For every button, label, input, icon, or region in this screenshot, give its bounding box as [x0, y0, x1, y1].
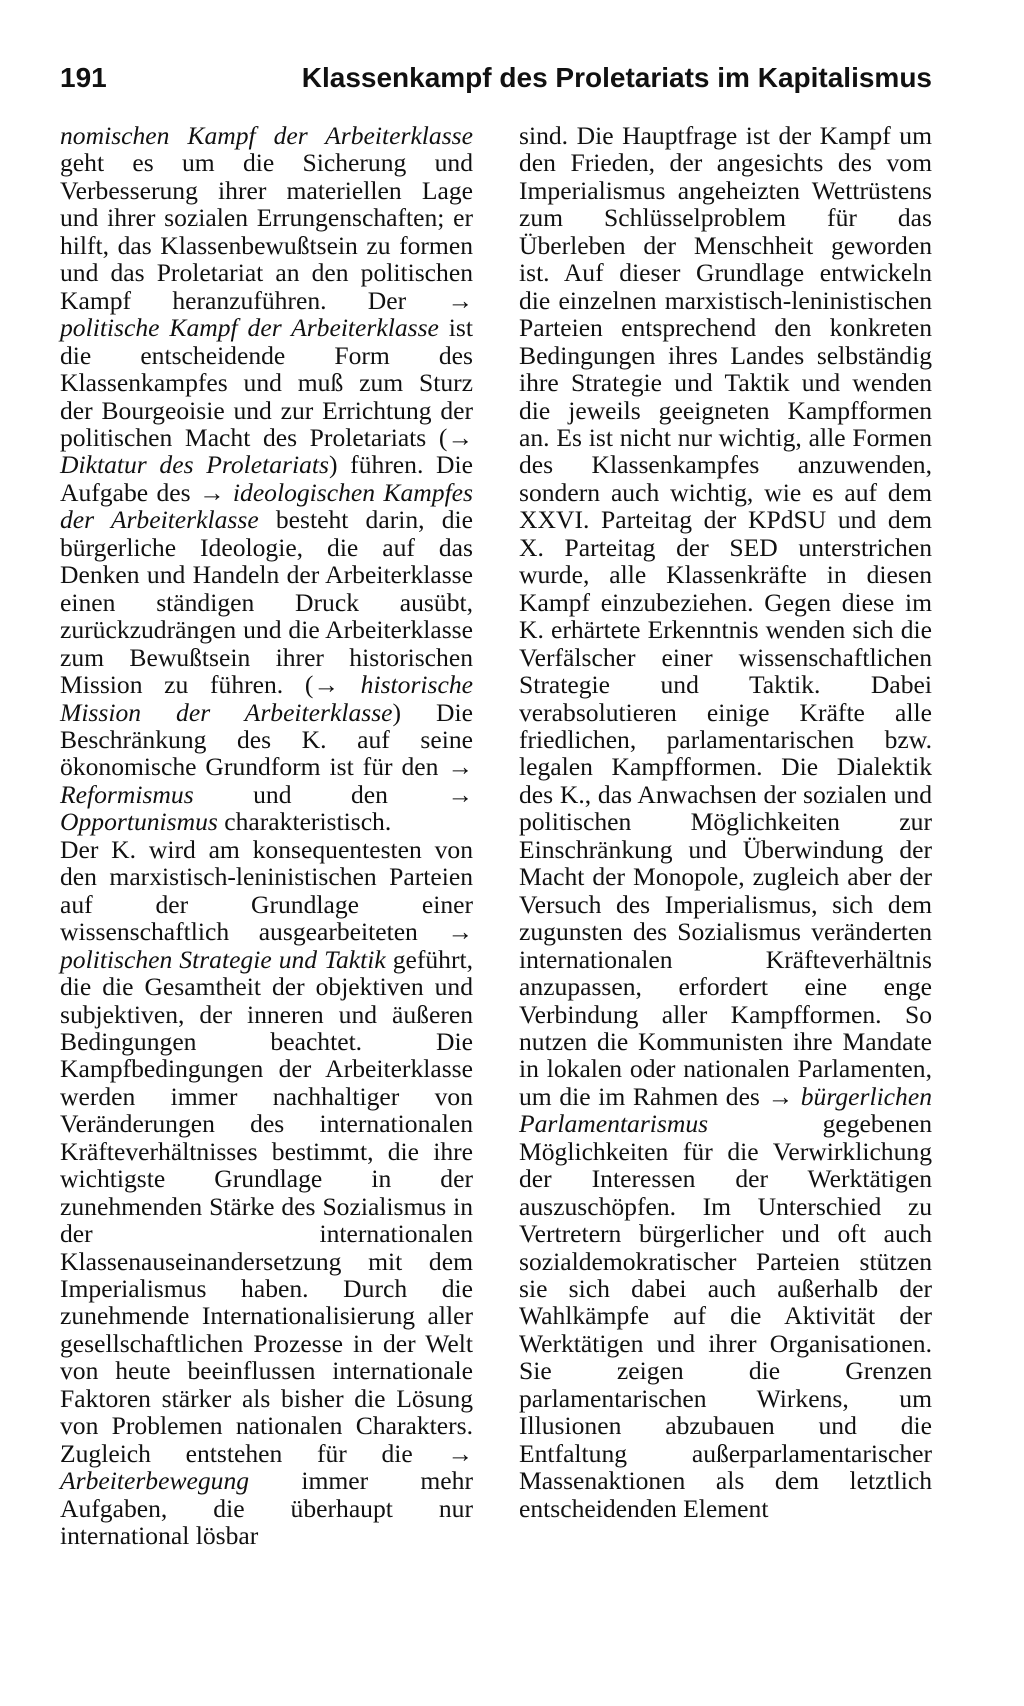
paragraph [60, 836, 473, 1550]
cross-reference-term: Diktatur des Proletariats [60, 450, 329, 480]
text-run: sind. Die Hauptfrage ist der Kampf um den Frieden, der angesichts des vom Imperialismus angeheizten Wettrüstens zum Schlüsselproblem für das Überleben der Menschheit geworden ist. Auf dieser Grundlage entwickeln die einzelnen marxistisch-leninistischen Parteien entsprechend den konkreten Bedingungen ihres Landes selbständig ihre Strategie und Taktik und wenden die jeweils geeigneten Kampfformen an. Es ist nicht nur wichtig, alle Formen des Klassenkampfes anzuwenden, sondern auch wichtig, wie es auf dem XXVI. Parteitag der KPdSU und dem X. Parteitag der SED unterstrichen wurde, alle Klassenkräfte in diesen Kampf einzubeziehen. Gegen diese im K. erhärtete Erkenntnis wenden sich die Verfälscher einer wissenschaftlichen Strategie und Taktik. Dabei verabsolutieren einige Kräfte alle friedlichen, parlamentarischen bzw. legalen Kampfformen. Die Dialektik des K., das Anwachsen der sozialen und politischen Möglichkeiten zur Einschränkung und Überwindung der Macht der Monopole, zugleich aber der Versuch des Imperialismus, sich dem zugunsten des Sozialismus veränderten internationalen Kräfteverhältnis anzupassen, erfordert eine enge Verbindung aller Kampfformen. So nutzen die Kommunisten ihre Mandate in lokalen oder nationalen Parlamenten, um die im Rahmen des [519, 121, 932, 1111]
cross-reference-arrow-icon: → [447, 779, 473, 809]
cross-reference-term: ideologischen Kampfes der Arbeiterklasse [60, 477, 473, 535]
text-run: geführt, die die Gesamtheit der objektiven und subjektiven, der inneren und äußeren Bedingungen beachtet. Die Kampfbedingungen der Arbeiterklasse werden immer nachhaltiger von Veränderungen des internationalen Kräfteverhältnisses bestimmt, die ihre wichtigste Grundlage in der zunehmenden Stärke des Sozialismus in der internationalen Klassenauseinandersetzung mit dem Imperialismus haben. Durch die zunehmende Internationalisierung aller gesellschaftlichen Prozesse in der Welt von heute beeinflussen internationale Faktoren stärker als bisher die Lösung von Problemen nationalen Charakters. Zugleich entstehen für die [60, 944, 473, 1468]
cross-reference-arrow-icon: → [767, 1081, 794, 1111]
cross-reference-term: Reformismus [60, 779, 194, 809]
cross-reference-term: historische Mission der Arbeiterklasse [60, 670, 473, 727]
running-title: Klassenkampf des Proletariats im Kapitalismus [301, 62, 932, 93]
cross-reference-term: politische Kampf der Arbeiterklasse [60, 313, 439, 343]
cross-reference-arrow-icon: → [198, 477, 225, 507]
text-run: Der K. wird am konsequentesten von den marxistisch-leninistischen Parteien auf der Grundlage einer wissenschaftlich ausgearbeiteten [60, 834, 473, 947]
text-run: und den [193, 779, 448, 809]
cross-reference-term: politischen Strategie und Taktik [60, 944, 386, 974]
paragraph [519, 122, 932, 1522]
text-run: gegebenen Möglichkeiten für die Verwirklichung der Interessen der Werktätigen auszuschöpfen. Im Unterschied zu Vertretern bürgerlicher und oft auch sozialdemokratischer Parteien stützen sie sich dabei auch außerhalb der Wahlkämpfe auf die Aktivität der Werktätigen und ihrer Organisationen. Sie zeigen die Grenzen parlamentarischen Wirkens, um Illusionen abzubauen und die Entfaltung außerparlamentarischer Massenaktionen als dem letztlich entscheidenden Element [519, 1109, 932, 1523]
right-column [519, 122, 932, 1522]
cross-reference-term: nomischen Kampf der Arbeiterklasse [60, 121, 473, 150]
cross-reference-arrow-icon: → [447, 752, 473, 782]
text-run: charakteristisch. [217, 807, 392, 837]
left-column [60, 122, 473, 1550]
cross-reference-term: bürgerlichen Parlamentarismus [519, 1081, 932, 1139]
text-run: immer mehr Aufgaben, die überhaupt nur international lösbar [60, 1466, 473, 1551]
cross-reference-arrow-icon: → [447, 917, 473, 947]
text-run: ist die entscheidende Form des Klassenkampfes und muß zum Sturz der Bourgeoisie und zur Errichtung der politischen Macht des Proletariats ( [60, 313, 473, 452]
page-number: 191 [60, 62, 107, 93]
text-run: ) Die Beschränkung des K. auf seine ökonomische Grundform ist für den [60, 697, 473, 782]
running-header [60, 62, 932, 102]
cross-reference-arrow-icon: → [447, 1438, 473, 1468]
paragraph [60, 122, 473, 836]
cross-reference-arrow-icon: → [447, 285, 473, 315]
text-run: geht es um die Sicherung und Verbesserung ihrer materiellen Lage und ihrer sozialen Errungenschaften; er hilft, das Klassenbewußtsein zu formen und das Proletariat an den politischen Kampf heranzuführen. Der [60, 148, 473, 315]
text-run: ) führen. Die Aufgabe des [60, 450, 473, 507]
cross-reference-arrow-icon: → [447, 422, 473, 452]
cross-reference-arrow-icon: → [313, 670, 339, 700]
text-run: besteht darin, die bürgerliche Ideologie, die auf das Denken und Handeln der Arbeiterklasse einen ständigen Druck ausübt, zurückzudrängen und die Arbeiterklasse zum Bewußtsein ihrer historischen Mission zu führen. ( [60, 505, 473, 700]
cross-reference-term: Opportunismus [60, 807, 218, 837]
cross-reference-term: Arbeiterbewegung [60, 1466, 250, 1496]
